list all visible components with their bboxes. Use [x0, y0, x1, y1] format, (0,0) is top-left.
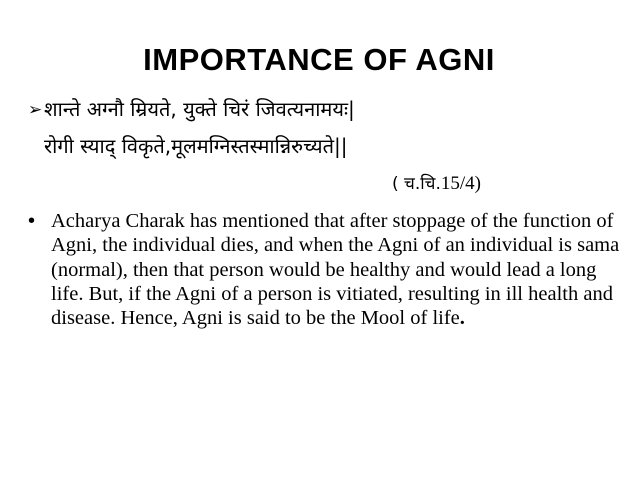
arrow-bullet-icon: ➢ — [28, 100, 43, 120]
verse-line-1-text: शान्ते अग्नौ म्रियते, युक्ते चिरं जिवत्यनामयः| — [44, 97, 355, 121]
bullet-end-mark: . — [459, 307, 465, 330]
reference-source: च.चि. — [404, 174, 441, 194]
verse-line-1 — [28, 96, 355, 123]
reference-open: ( — [392, 174, 405, 194]
verse-reference — [392, 172, 481, 196]
slide-title: IMPORTANCE OF AGNI — [143, 42, 495, 77]
bullet-paragraph-text: Acharya Charak has mentioned that after stoppage of the function of Agni, the individual dies, and when the Agni of an individual is sama (normal), then that person would be healthy and would lead a long life. But, if the Agni of a person is vitiated, resulting in ill health and disease. Hence, Agni is said to be the Mool of life — [51, 210, 620, 330]
bullet-dot-icon: • — [28, 210, 36, 232]
verse-line-2: रोगी स्याद् विकृते,मूलमग्निस्तस्मान्निरुच्यते|| — [44, 134, 348, 158]
reference-number: 15/4) — [440, 173, 481, 194]
bullet-paragraph — [51, 209, 623, 330]
